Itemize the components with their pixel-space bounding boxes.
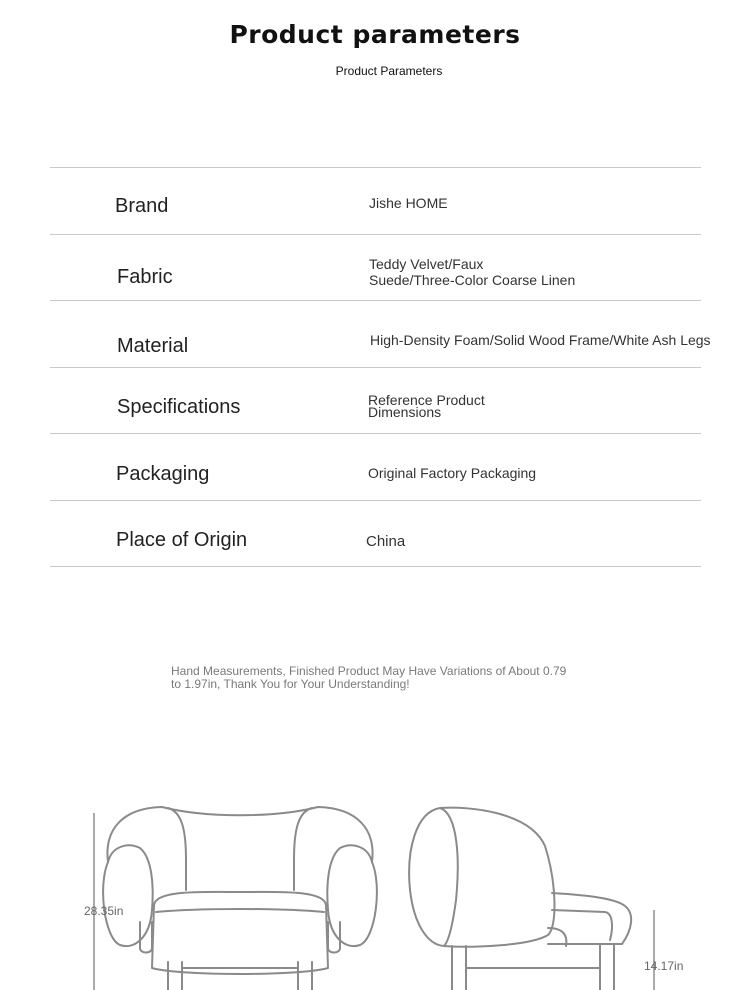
param-value-line: Teddy Velvet/Faux [369, 256, 484, 272]
param-label: Fabric [117, 266, 173, 288]
chair-side-back-inner [440, 808, 458, 946]
param-value-line: High-Density Foam/Solid Wood Frame/White Ash Legs [370, 332, 711, 348]
note-line: to 1.97in, Thank You for Your Understanding! [171, 677, 410, 691]
param-value-line: Reference Product [368, 392, 485, 408]
chair-side-arm [552, 910, 612, 940]
note-line: Hand Measurements, Finished Product May Have Variations of About 0.79 [171, 664, 567, 678]
chair-side-backrest [409, 808, 554, 947]
param-value-line: China [366, 533, 406, 550]
chair-front-left-arm [103, 845, 153, 946]
seat-height-dimension-label: 14.17in [644, 959, 684, 973]
chair-front-seat [152, 892, 328, 974]
chair-front-legs [168, 962, 312, 990]
param-label: Place of Origin [116, 529, 248, 551]
param-label: Brand [115, 195, 169, 217]
param-value-line: Dimensions [368, 404, 442, 420]
param-value-line: Original Factory Packaging [368, 465, 537, 481]
page-subtitle: Product Parameters [335, 64, 443, 78]
height-dimension-label: 28.35in [84, 904, 124, 918]
chair-front-right-arm [327, 845, 377, 946]
chair-front-backrest [107, 807, 372, 862]
param-value-line: Suede/Three-Color Coarse Linen [369, 272, 576, 288]
param-label: Material [117, 335, 189, 357]
chair-front-back-inner [168, 808, 312, 890]
chair-side-seat [548, 893, 631, 944]
param-value-line: Jishe HOME [369, 195, 448, 211]
chair-front-seat-edge [156, 909, 324, 912]
param-label: Specifications [117, 396, 241, 418]
param-label: Packaging [116, 463, 210, 485]
page-title: Product parameters [229, 20, 521, 49]
